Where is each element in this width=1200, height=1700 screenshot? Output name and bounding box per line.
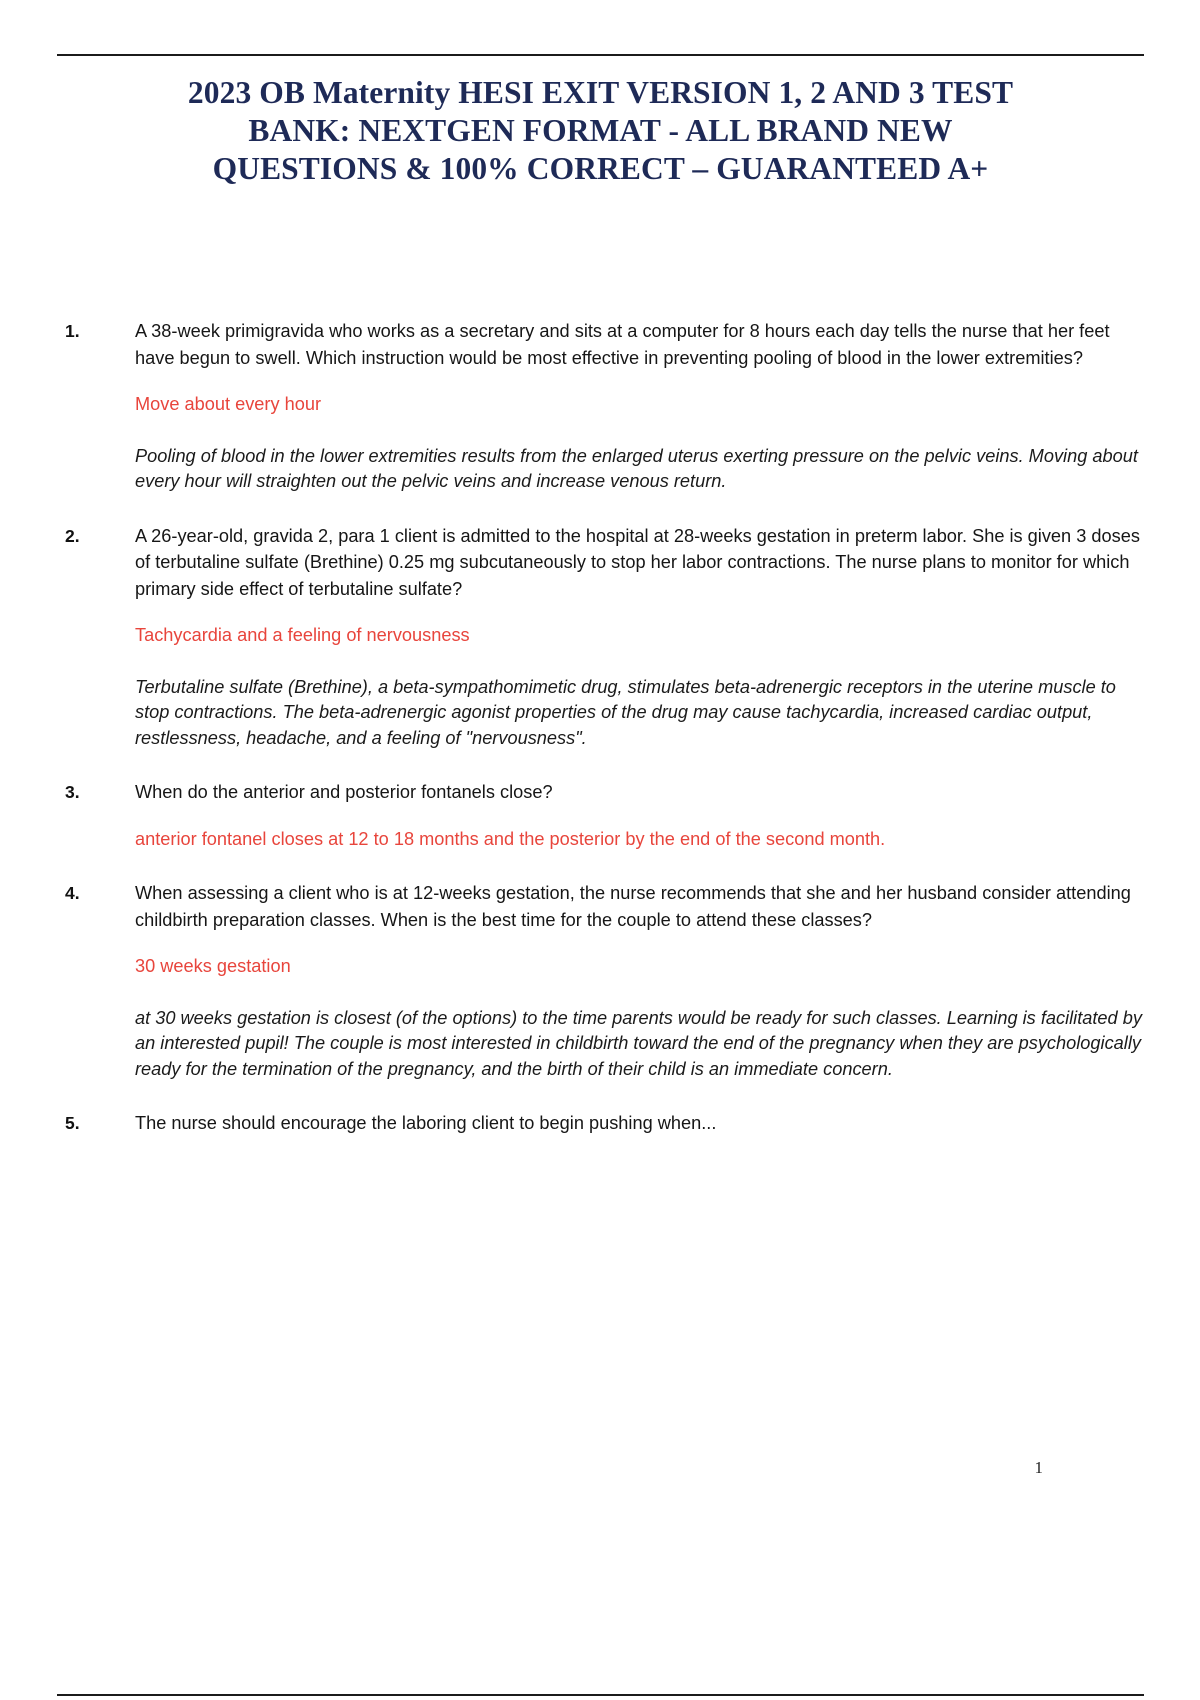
- question-list: [57, 318, 1144, 1137]
- question-text: When assessing a client who is at 12-weeks gestation, the nurse recommends that she and her husband consider attending childbirth preparation classes. When is the best time for the couple to attend these classes?: [135, 883, 1131, 930]
- question-number: 4.: [65, 883, 80, 903]
- page-number: 1: [1034, 1458, 1043, 1477]
- question-answer: Move about every hour: [135, 394, 322, 414]
- question-answer: 30 weeks gestation: [135, 956, 291, 976]
- question-number: 5.: [65, 1113, 80, 1133]
- question-explanation: Terbutaline sulfate (Brethine), a beta-sympathomimetic drug, stimulates beta-adrenergic receptors in the uterine muscle to stop contractions. The beta-adrenergic agonist properties of the drug may cause tachycardia, increased cardiac output, restlessness, headache, and a feeling of "nervousness".: [135, 676, 1116, 748]
- question-item: [57, 779, 1144, 880]
- page-title-line-1: 2023 OB Maternity HESI EXIT VERSION 1, 2 AND 3 TEST: [187, 75, 1014, 110]
- question-text: A 26-year-old, gravida 2, para 1 client is admitted to the hospital at 28-weeks gestation in preterm labor. She is given 3 doses of terbutaline sulfate (Brethine) 0.25 mg subcutaneously to stop her labor contractions. The nurse plans to monitor for which primary side effect of terbutaline sulfate?: [135, 525, 1140, 599]
- question-text: When do the anterior and posterior fontanels close?: [135, 782, 553, 802]
- question-explanation: at 30 weeks gestation is closest (of the options) to the time parents would be ready for such classes. Learning is facilitated by an interested pupil! The couple is most interested in childbirth toward the end of the pregnancy when they are psychologically ready for the termination of the pregnancy, and the birth of their child is an immediate concern.: [135, 1007, 1142, 1079]
- question-explanation: Pooling of blood in the lower extremities results from the enlarged uterus exerting pressure on the pelvic veins. Moving about every hour will straighten out the pelvic veins and increase venous return.: [135, 445, 1138, 491]
- question-answer: Tachycardia and a feeling of nervousness: [135, 625, 470, 645]
- question-item: [57, 880, 1144, 1110]
- question-answer: anterior fontanel closes at 12 to 18 months and the posterior by the end of the second month.: [135, 828, 886, 849]
- question-item: [57, 1110, 1144, 1137]
- question-item: [57, 523, 1144, 780]
- footer-rule: [57, 1694, 1144, 1696]
- question-spacer: [135, 495, 1144, 523]
- question-spacer: [135, 751, 1144, 779]
- question-spacer: [135, 1082, 1144, 1110]
- question-text: The nurse should encourage the laboring client to begin pushing when...: [135, 1113, 717, 1133]
- question-number: 1.: [65, 321, 80, 341]
- page-content: [57, 56, 1144, 1477]
- question-item: [57, 318, 1144, 523]
- question-text: A 38-week primigravida who works as a secretary and sits at a computer for 8 hours each day tells the nurse that her feet have begun to swell. Which instruction would be most effective in preventing pooling of blood in the lower extremities?: [135, 321, 1110, 368]
- question-number: 3.: [65, 782, 80, 802]
- page-title-line-3: QUESTIONS & 100% CORRECT – GUARANTEED A+: [212, 151, 989, 186]
- question-spacer: [135, 852, 1144, 880]
- question-number: 2.: [65, 525, 80, 546]
- page-title-line-2: BANK: NEXTGEN FORMAT - ALL BRAND NEW: [248, 113, 953, 148]
- page-title: [57, 56, 1144, 188]
